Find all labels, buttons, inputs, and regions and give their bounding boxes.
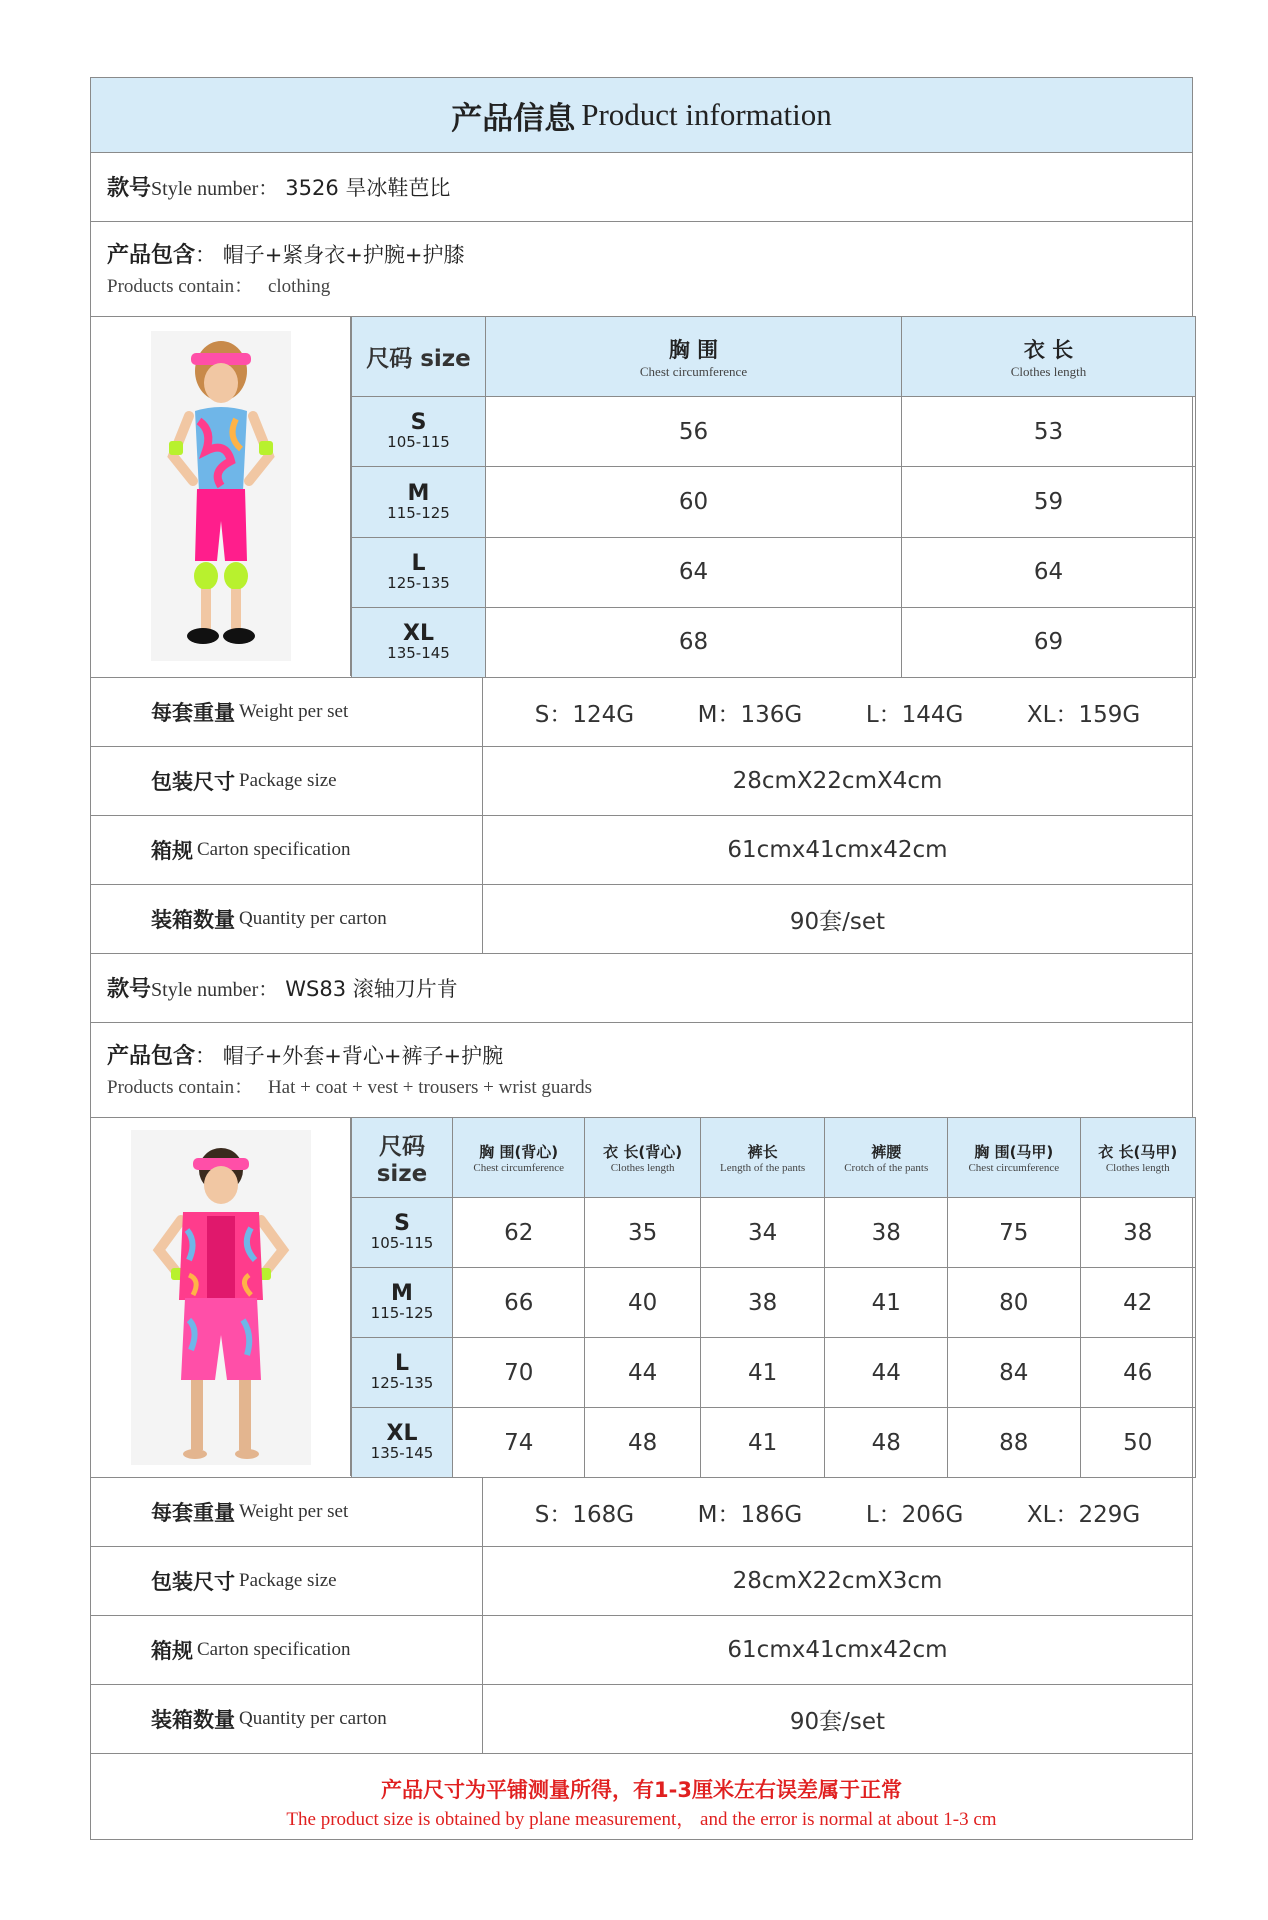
- weight-value: S：124G: [534, 701, 635, 728]
- p1-contains-row: [91, 222, 1192, 317]
- p1-col-length-en: Clothes length: [1010, 363, 1087, 379]
- cell: 50: [1080, 1408, 1195, 1478]
- p2-size-header: 尺码 size: [352, 1118, 453, 1198]
- size-cell: [352, 467, 486, 537]
- size-range: 105-115: [387, 433, 450, 452]
- cell: 44: [585, 1338, 700, 1408]
- p1-style-row: [91, 153, 1192, 222]
- cell: 41: [700, 1338, 825, 1408]
- weight-value: M：136G: [697, 701, 803, 728]
- cell: 42: [1080, 1268, 1195, 1338]
- weight-value: L：206G: [865, 1501, 964, 1528]
- p1-carton-label-zh: 箱规: [151, 839, 193, 863]
- p2-carton-row: [91, 1616, 1192, 1685]
- col-zh: 胸 围(马甲): [974, 1143, 1054, 1161]
- measurement-note: [91, 1774, 1192, 1831]
- p1-contains-label-zh: 产品包含: [107, 243, 196, 268]
- p2-package-label-zh: 包装尺寸: [151, 1570, 235, 1594]
- p1-size-header: 尺码 size: [352, 317, 486, 397]
- girl-skater-illustration: [151, 331, 291, 661]
- cell: 66: [453, 1268, 585, 1338]
- p1-col-chest-en: Chest circumference: [639, 363, 748, 379]
- title-en: Product information: [581, 97, 832, 132]
- cell: 48: [825, 1408, 948, 1478]
- p2-product-photo: [91, 1118, 351, 1476]
- p1-contains-value-zh: ： 帽子+紧身衣+护腕+护膝: [195, 243, 465, 267]
- p1-weight-label-en: Weight per set: [239, 701, 349, 722]
- table-row: [352, 467, 1196, 537]
- col-zh: 衣 长(背心): [603, 1143, 683, 1161]
- size-label: L: [411, 550, 426, 576]
- weight-value: XL：159G: [1026, 701, 1141, 728]
- col-en: Clothes length: [610, 1162, 675, 1174]
- size-label: XL: [403, 620, 434, 646]
- p1-weight-row: [91, 678, 1192, 747]
- p2-style-value: WS83 滚轴刀片肯: [285, 977, 458, 1001]
- size-range: 105-115: [370, 1234, 434, 1252]
- cell: 80: [948, 1268, 1080, 1338]
- col-en: Crotch of the pants: [844, 1162, 929, 1174]
- p2-carton-label-en: Carton specification: [197, 1639, 351, 1660]
- cell: 38: [700, 1268, 825, 1338]
- cell: 41: [825, 1268, 948, 1338]
- size-label: S: [394, 1211, 410, 1236]
- table-row: [352, 537, 1196, 607]
- title-zh: 产品信息: [451, 100, 576, 137]
- p1-quantity-row: [91, 885, 1192, 954]
- p1-carton-value: 61cmx41cmx42cm: [727, 837, 948, 863]
- col-en: Length of the pants: [719, 1162, 806, 1174]
- size-cell: [352, 1338, 453, 1408]
- p1-package-row: [91, 747, 1192, 816]
- col-zh: 裤腰: [871, 1143, 902, 1161]
- weight-value: M：186G: [697, 1501, 803, 1528]
- p2-quantity-value: 90套/set: [789, 1708, 886, 1735]
- p1-size-table-header: [352, 317, 1196, 397]
- p2-size-block: [91, 1118, 1192, 1478]
- size-label: M: [391, 1281, 413, 1306]
- cell: 60: [486, 467, 902, 537]
- p1-col-length: [902, 317, 1196, 397]
- p2-col: [585, 1118, 700, 1198]
- size-range: 115-125: [387, 503, 450, 522]
- p1-col-chest-zh: 胸 围: [668, 337, 719, 362]
- size-range: 135-145: [387, 643, 450, 662]
- p2-package-row: [91, 1547, 1192, 1616]
- p1-quantity-value: 90套/set: [789, 908, 886, 935]
- col-zh: 胸 围(背心): [479, 1143, 559, 1161]
- weight-value: S：168G: [534, 1501, 635, 1528]
- col-zh: 衣 长(马甲): [1098, 1143, 1178, 1161]
- cell: 44: [825, 1338, 948, 1408]
- cell: 68: [486, 607, 902, 677]
- cell: 53: [902, 397, 1196, 467]
- cell: 56: [486, 397, 902, 467]
- table-row: [352, 1408, 1196, 1478]
- p1-col-length-zh: 衣 长: [1023, 337, 1074, 362]
- p2-col: [1080, 1118, 1195, 1198]
- p1-style-value: 3526 旱冰鞋芭比: [285, 176, 451, 200]
- p2-contains-value-en: Hat + coat + vest + trousers + wrist guards: [267, 1077, 593, 1098]
- p2-carton-label-zh: 箱规: [151, 1639, 193, 1663]
- p1-size-table: [351, 316, 1196, 678]
- size-cell: [352, 607, 486, 677]
- p2-package-label-en: Package size: [239, 1570, 337, 1591]
- size-label: M: [407, 480, 430, 506]
- cell: 38: [1080, 1198, 1195, 1268]
- size-range: 135-145: [370, 1444, 434, 1462]
- p2-quantity-label-zh: 装箱数量: [151, 1708, 235, 1732]
- p1-quantity-label-zh: 装箱数量: [151, 908, 235, 932]
- size-cell: [352, 1268, 453, 1338]
- col-zh: 裤长: [747, 1143, 778, 1161]
- cell: 70: [453, 1338, 585, 1408]
- col-en: Chest circumference: [473, 1162, 565, 1174]
- p2-size-table-header: [352, 1118, 1196, 1198]
- cell: 64: [486, 537, 902, 607]
- p2-col: [700, 1118, 825, 1198]
- size-cell: [352, 1198, 453, 1268]
- size-label: XL: [386, 1421, 418, 1446]
- p2-contains-row: [91, 1023, 1192, 1118]
- p1-style-label-en: Style number：: [151, 178, 279, 200]
- p1-contains-value-en: clothing: [267, 276, 331, 297]
- weight-value: L：144G: [865, 701, 964, 728]
- cell: 69: [902, 607, 1196, 677]
- p2-size-table: [351, 1117, 1196, 1478]
- p1-package-label-zh: 包装尺寸: [151, 770, 235, 794]
- cell: 74: [453, 1408, 585, 1478]
- weight-value: XL：229G: [1026, 1501, 1141, 1528]
- cell: 59: [902, 467, 1196, 537]
- cell: 75: [948, 1198, 1080, 1268]
- size-label: L: [394, 1351, 410, 1376]
- table-row: [352, 1198, 1196, 1268]
- p1-size-block: [91, 317, 1192, 678]
- cell: 35: [585, 1198, 700, 1268]
- cell: 46: [1080, 1338, 1195, 1408]
- p2-style-row: [91, 954, 1192, 1023]
- p1-package-label-en: Package size: [239, 770, 337, 791]
- p2-contains-label-en: Products contain：: [107, 1077, 254, 1098]
- note-en: The product size is obtained by plane measurement， and the error is normal at about 1-3 cm: [286, 1809, 997, 1830]
- boy-skater-illustration: [131, 1130, 311, 1465]
- size-cell: [352, 537, 486, 607]
- p2-col: [453, 1118, 585, 1198]
- p1-carton-row: [91, 816, 1192, 885]
- size-cell: [352, 397, 486, 467]
- size-label: S: [410, 410, 427, 436]
- cell: 38: [825, 1198, 948, 1268]
- p1-product-photo: [91, 317, 351, 676]
- cell: 41: [700, 1408, 825, 1478]
- p2-weight-row: [91, 1478, 1192, 1547]
- cell: 34: [700, 1198, 825, 1268]
- p1-quantity-label-en: Quantity per carton: [239, 908, 387, 929]
- col-en: Clothes length: [1105, 1162, 1170, 1174]
- size-cell: [352, 1408, 453, 1478]
- p2-quantity-label-en: Quantity per carton: [239, 1708, 387, 1729]
- cell: 84: [948, 1338, 1080, 1408]
- table-row: [352, 1268, 1196, 1338]
- table-row: [352, 607, 1196, 677]
- cell: 48: [585, 1408, 700, 1478]
- title-row: [91, 78, 1192, 153]
- p1-style-label-zh: 款号: [107, 176, 152, 201]
- p2-quantity-row: [91, 1685, 1192, 1754]
- p2-carton-value: 61cmx41cmx42cm: [727, 1637, 948, 1663]
- size-range: 115-125: [370, 1304, 434, 1322]
- p2-style-label-en: Style number：: [151, 979, 279, 1001]
- p2-style-label-zh: 款号: [107, 977, 152, 1002]
- p2-col: [948, 1118, 1080, 1198]
- p1-weight-label-zh: 每套重量: [151, 701, 235, 725]
- p1-contains-label-en: Products contain：: [107, 276, 254, 297]
- note-zh: 产品尺寸为平铺测量所得，有1-3厘米左右误差属于正常: [381, 1778, 902, 1802]
- p2-weight-label-zh: 每套重量: [151, 1501, 235, 1525]
- p1-col-chest: [486, 317, 902, 397]
- table-row: [352, 397, 1196, 467]
- p2-col: [825, 1118, 948, 1198]
- p2-contains-value-zh: ： 帽子+外套+背心+裤子+护腕: [195, 1044, 504, 1068]
- cell: 64: [902, 537, 1196, 607]
- size-range: 125-135: [370, 1374, 434, 1392]
- p1-carton-label-en: Carton specification: [197, 839, 351, 860]
- p2-weight-label-en: Weight per set: [239, 1501, 349, 1522]
- cell: 40: [585, 1268, 700, 1338]
- cell: 88: [948, 1408, 1080, 1478]
- p2-package-value: 28cmX22cmX3cm: [732, 1568, 943, 1594]
- p2-contains-label-zh: 产品包含: [107, 1044, 196, 1069]
- p1-package-value: 28cmX22cmX4cm: [732, 768, 943, 794]
- col-en: Chest circumference: [968, 1162, 1060, 1174]
- size-range: 125-135: [387, 573, 450, 592]
- product-info-sheet: [90, 77, 1193, 1840]
- table-row: [352, 1338, 1196, 1408]
- cell: 62: [453, 1198, 585, 1268]
